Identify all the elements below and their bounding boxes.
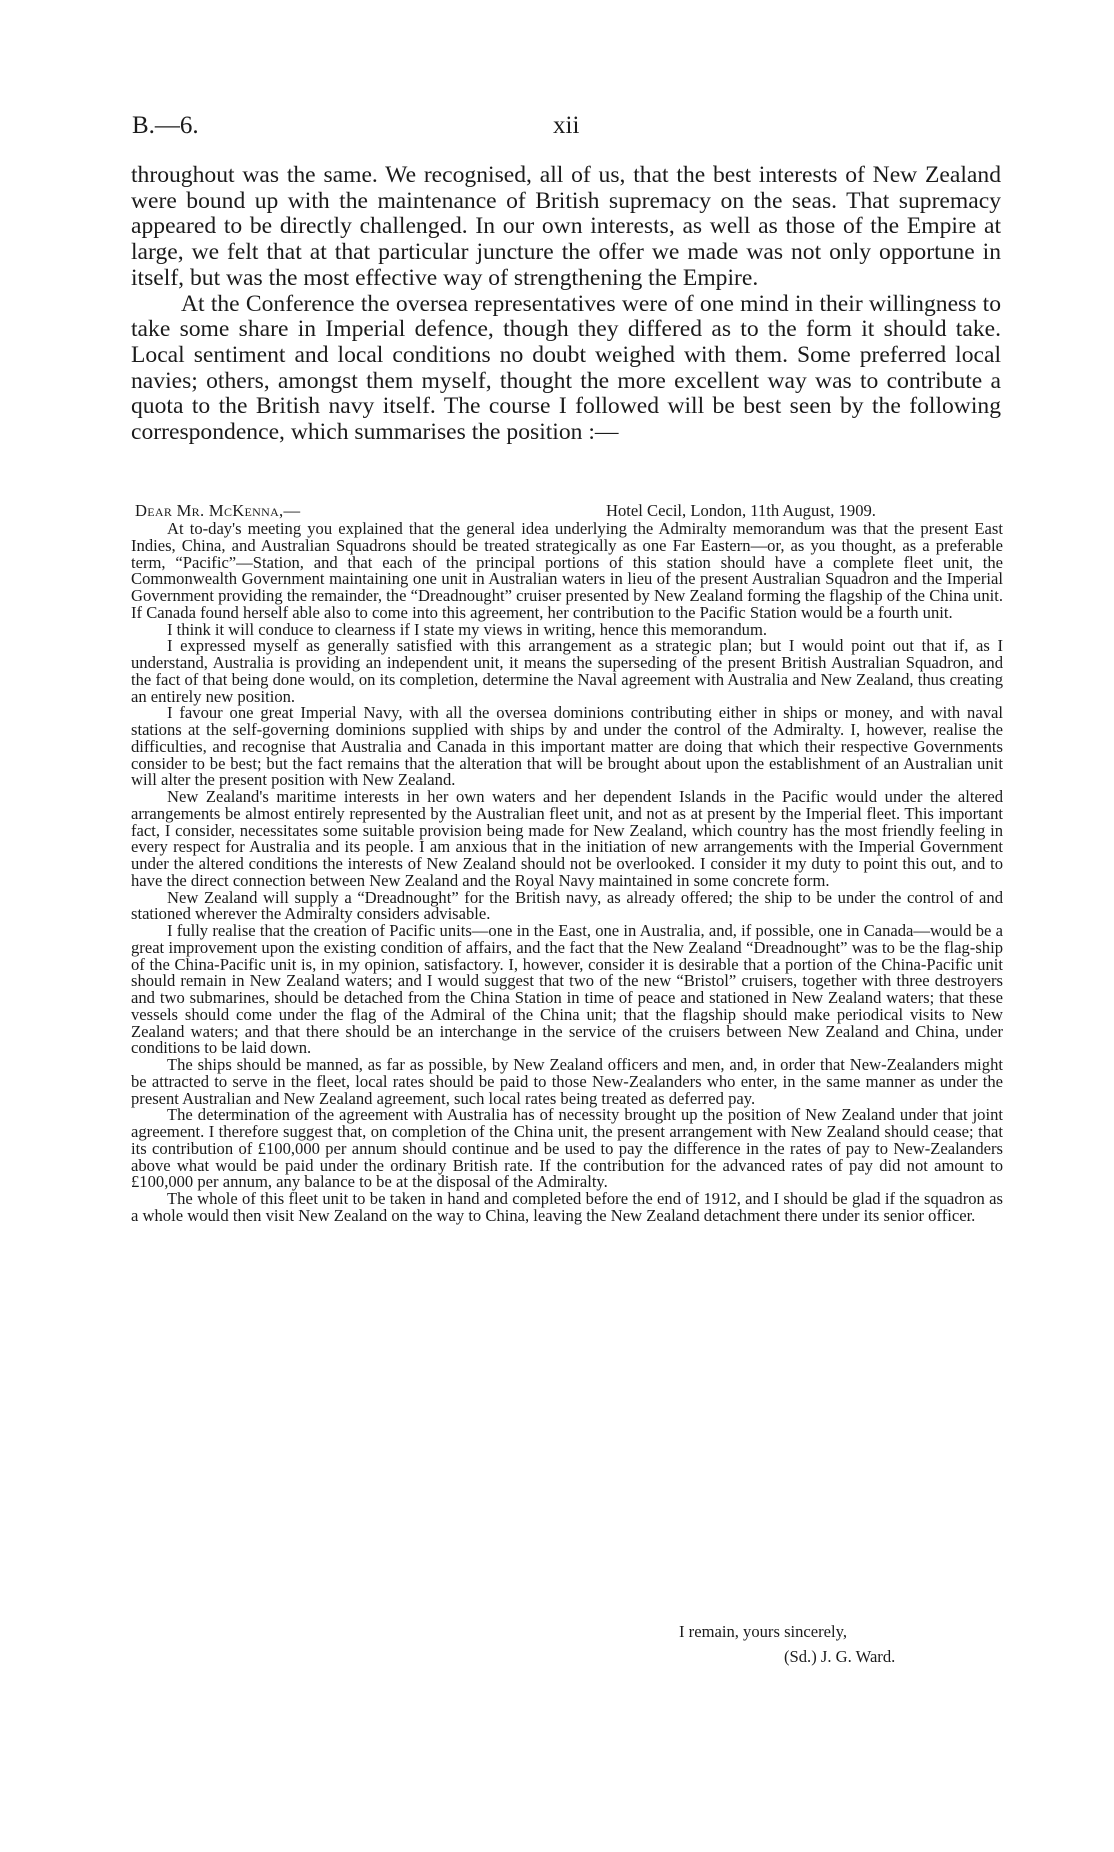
letter-closing: I remain, yours sincerely, [679,1622,848,1641]
letter-paragraph: I expressed myself as generally satisfied with this arrangement as a strategic plan; but I would point out that if, as I understand, Australia is providing an independent unit, it means the superseding of the present British Australian Squadron, and the fact of that being done would, on its completion, determine the Naval agreement with Australia and New Zealand, thus creating an entirely new position. [131,636,1003,706]
main-text [131,163,1001,446]
letter-paragraph: I favour one great Imperial Navy, with all the oversea dominions contributing either in ships or money, and with naval stations at the self-governing dominions supplied with ships by and under the control of the Admiralty. I, however, realise the difficulties, and recognise that Australia and Canada in this important matter are doing that which their respective Governments consider to be best; but the fact remains that the alteration that will be brought about upon the establishment of an Australian unit will alter the present position with New Zealand. [131,703,1003,790]
letter-address-date: Hotel Cecil, London, 11th August, 1909. [606,501,876,520]
letter-paragraph: The determination of the agreement with Australia has of necessity brought up the position of New Zealand under that joint agreement. I therefore suggest that, on completion of the China unit, the present arrangement with New Zealand should cease; that its contribution of £100,000 per annum should continue and be used to pay the difference in the rates of pay to New-Zealanders above what would be paid under the ordinary British rate. If the contribution for the advanced rates of pay did not amount to £100,000 per annum, any balance to be at the disposal of the Admiralty. [131,1105,1003,1192]
page-header [132,112,1002,146]
letter-paragraph: The ships should be manned, as far as possible, by New Zealand officers and men, and, in order that New-Zealanders might be attracted to serve in the fleet, local rates should be paid to those New-Zealanders who enter, in the same manner as under the present Australian and New Zealand agreement, such local rates being treated as deferred pay. [131,1055,1003,1108]
document-reference: B.—6. [132,112,199,139]
letter-paragraph: I fully realise that the creation of Pacific units—one in the East, one in Australia, and, if possible, one in Canada—would be a great improvement upon the existing condition of affairs, and the fact that the New Zealand “Dreadnought” was to be the flag-ship of the China-Pacific unit is, in my opinion, satisfactory. I, however, consider it is desirable that a portion of the China-Pacific unit should remain in New Zealand waters; and I would suggest that two of the new “Bristol” cruisers, together with three destroyers and two submarines, should be detached from the China Station in time of peace and stationed in New Zealand waters; that these vessels should come under the flag of the Admiral of the China unit; that the flagship should make periodical visits to New Zealand waters; and that there should be an interchange in the service of the cruisers between New Zealand and China, under conditions to be laid down. [131,921,1003,1058]
letter-paragraph: The whole of this fleet unit to be taken in hand and completed before the end of 1912, and I should be glad if the squadron as a whole would then visit New Zealand on the way to China, leaving the New Zealand detachment there under its senior officer. [131,1189,1003,1225]
letter-paragraph: New Zealand will supply a “Dreadnought” for the British navy, as already offered; the ship to be under the control of and stationed wherever the Admiralty considers advisable. [131,887,1003,924]
letter-paragraph: I think it will conduce to clearness if I state my views in writing, hence this memorandum. [167,619,768,639]
letter-signature: (Sd.) J. G. Ward. [784,1647,896,1666]
letter-salutation: Dear Mr. McKenna,— [135,501,301,520]
letter-paragraph: At to-day's meeting you explained that the general idea underlying the Admiralty memorandum was that the present East Indies, China, and Australian Squadrons should be treated strategically as one Far Eastern—or, as you thought, as a preferable term, “Pacific”—Station, and that each of the principal portions of this station should have a complete fleet unit, the Commonwealth Government maintaining one unit in Australian waters in lieu of the present Australian Squadron and the Imperial Government providing the remainder, the “Dreadnought” cruiser presented by New Zealand forming the flagship of the China unit. If Canada found herself able also to come into this agreement, her contribution to the Pacific Station would be a fourth unit. [131,519,1003,622]
body-paragraph: At the Conference the oversea representatives were of one mind in their willingness to take some share in Imperial defence, though they differed as to the form it should take. Local sentiment and local conditions no doubt weighed with them. Some preferred local navies; others, amongst them myself, thought the more excellent way was to contribute a quota to the British navy itself. The course I followed will be best seen by the following correspondence, which summarises the position :— [131,290,1001,446]
letter-heading [131,503,1003,520]
page-number: xii [553,112,580,139]
body-paragraph: throughout was the same. We recognised, all of us, that the best interests of New Zealand were bound up with the maintenance of British supremacy on the seas. That supremacy appeared to be directly challenged. In our own interests, as well as those of the Empire at large, we felt that at that particular juncture the offer we made was not only opportune in itself, but was the most effective way of strengthening the Empire. [131,162,1001,291]
letter-paragraph: New Zealand's maritime interests in her own waters and her dependent Islands in the Pacific would under the altered arrangements be almost entirely represented by the Australian fleet unit, and not as at present by the Imperial fleet. This important fact, I consider, necessitates some suitable provision being made for New Zealand, which country has the most friendly feeling in every respect for Australia and its people. I am anxious that in the initiation of new arrangements with the Imperial Government under the altered conditions the interests of New Zealand should not be overlooked. I consider it my duty to point this out, and to have the direct connection between New Zealand and the Royal Navy maintained in some concrete form. [131,787,1003,890]
letter [131,503,1003,1225]
